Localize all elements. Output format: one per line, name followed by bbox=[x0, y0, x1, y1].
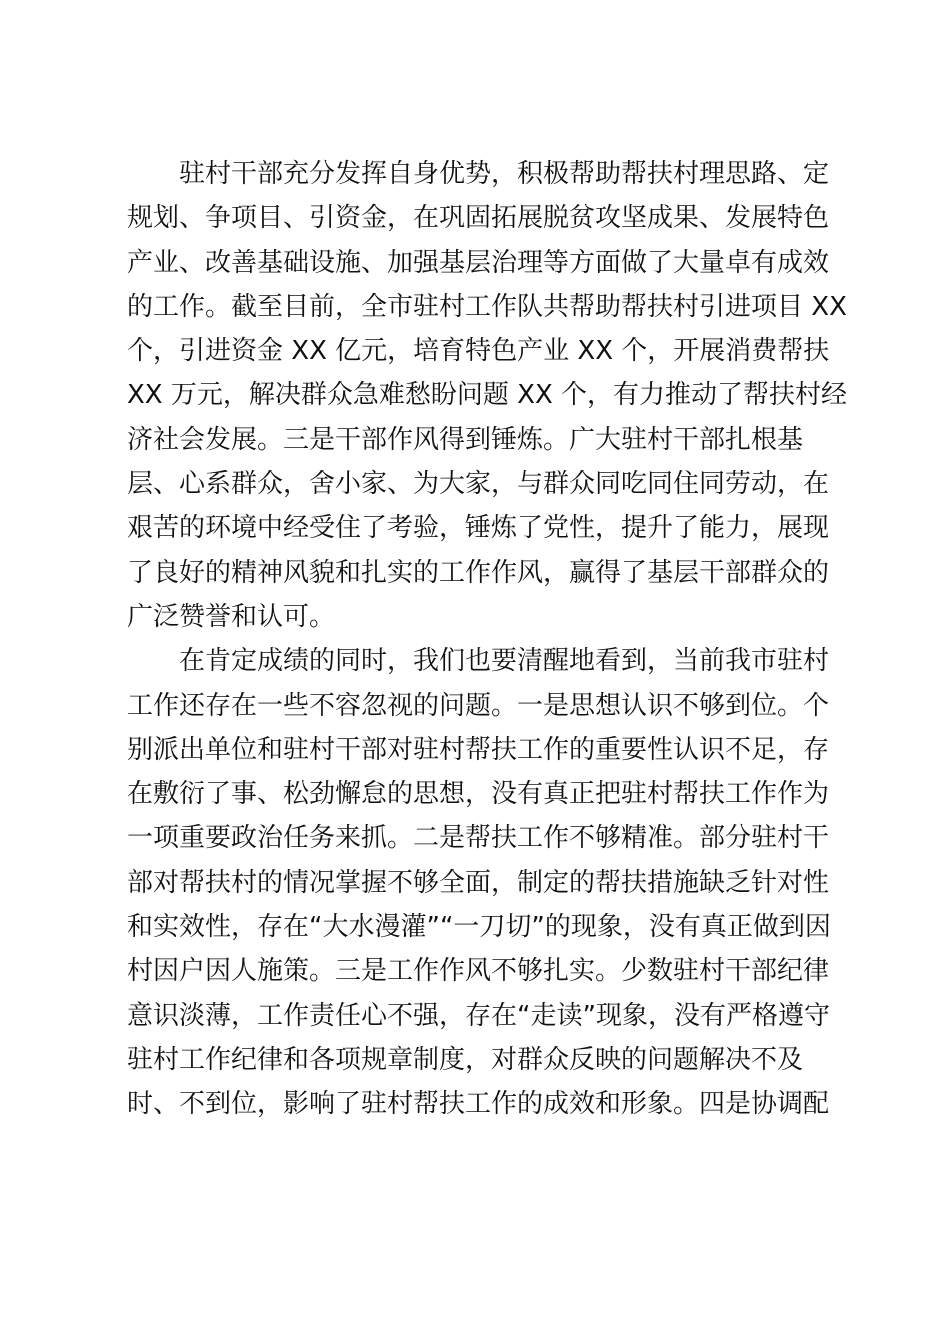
text-line: 一项重要政治任务来抓。二是帮扶工作不够精准。部分驻村干 bbox=[127, 823, 830, 854]
text-line: 意识淡薄，工作责任心不强，存在“走读”现象，没有严格遵守 bbox=[127, 1000, 830, 1031]
text-line: 了良好的精神风貌和扎实的工作作风，赢得了基层干部群众的 bbox=[127, 557, 830, 588]
text-line: 在肯定成绩的同时，我们也要清醒地看到，当前我市驻村 bbox=[179, 646, 830, 677]
text-line: 产业、改善基础设施、加强基层治理等方面做了大量卓有成效 bbox=[127, 247, 830, 278]
text-line: 和实效性，存在“大水漫灌”“一刀切”的现象，没有真正做到因 bbox=[127, 912, 831, 943]
text-line: 在敷衍了事、松劲懈怠的思想，没有真正把驻村帮扶工作作为 bbox=[127, 779, 830, 810]
text-line: 工作还存在一些不容忽视的问题。一是思想认识不够到位。个 bbox=[127, 690, 830, 721]
text-line: 广泛赞誉和认可。 bbox=[127, 601, 336, 632]
text-line: 规划、争项目、引资金，在巩固拓展脱贫攻坚成果、发展特色 bbox=[127, 203, 830, 234]
text-line: 个，引进资金 XX 亿元，培育特色产业 XX 个，开展消费帮扶 bbox=[127, 336, 830, 367]
text-line: 别派出单位和驻村干部对驻村帮扶工作的重要性认识不足，存 bbox=[127, 734, 830, 765]
text-line: 艰苦的环境中经受住了考验，锤炼了党性，提升了能力，展现 bbox=[127, 513, 830, 544]
text-line: 层、心系群众，舍小家、为大家，与群众同吃同住同劳动，在 bbox=[127, 469, 830, 500]
document-body bbox=[127, 152, 848, 1127]
paragraph bbox=[127, 639, 831, 1126]
text-line: 时、不到位，影响了驻村帮扶工作的成效和形象。四是协调配 bbox=[127, 1089, 830, 1120]
text-line: 驻村工作纪律和各项规章制度，对群众反映的问题解决不及 bbox=[127, 1044, 804, 1075]
paragraph bbox=[127, 152, 848, 639]
text-line: 部对帮扶村的情况掌握不够全面，制定的帮扶措施缺乏针对性 bbox=[127, 867, 830, 898]
text-line: 村因户因人施策。三是工作作风不够扎实。少数驻村干部纪律 bbox=[127, 956, 830, 987]
text-line: 济社会发展。三是干部作风得到锤炼。广大驻村干部扎根基 bbox=[127, 424, 804, 455]
text-line: 驻村干部充分发挥自身优势，积极帮助帮扶村理思路、定 bbox=[179, 159, 830, 189]
text-line: 的工作。截至目前，全市驻村工作队共帮助帮扶村引进项目 XX bbox=[127, 291, 847, 322]
text-line: XX 万元，解决群众急难愁盼问题 XX 个，有力推动了帮扶村经 bbox=[127, 380, 848, 411]
